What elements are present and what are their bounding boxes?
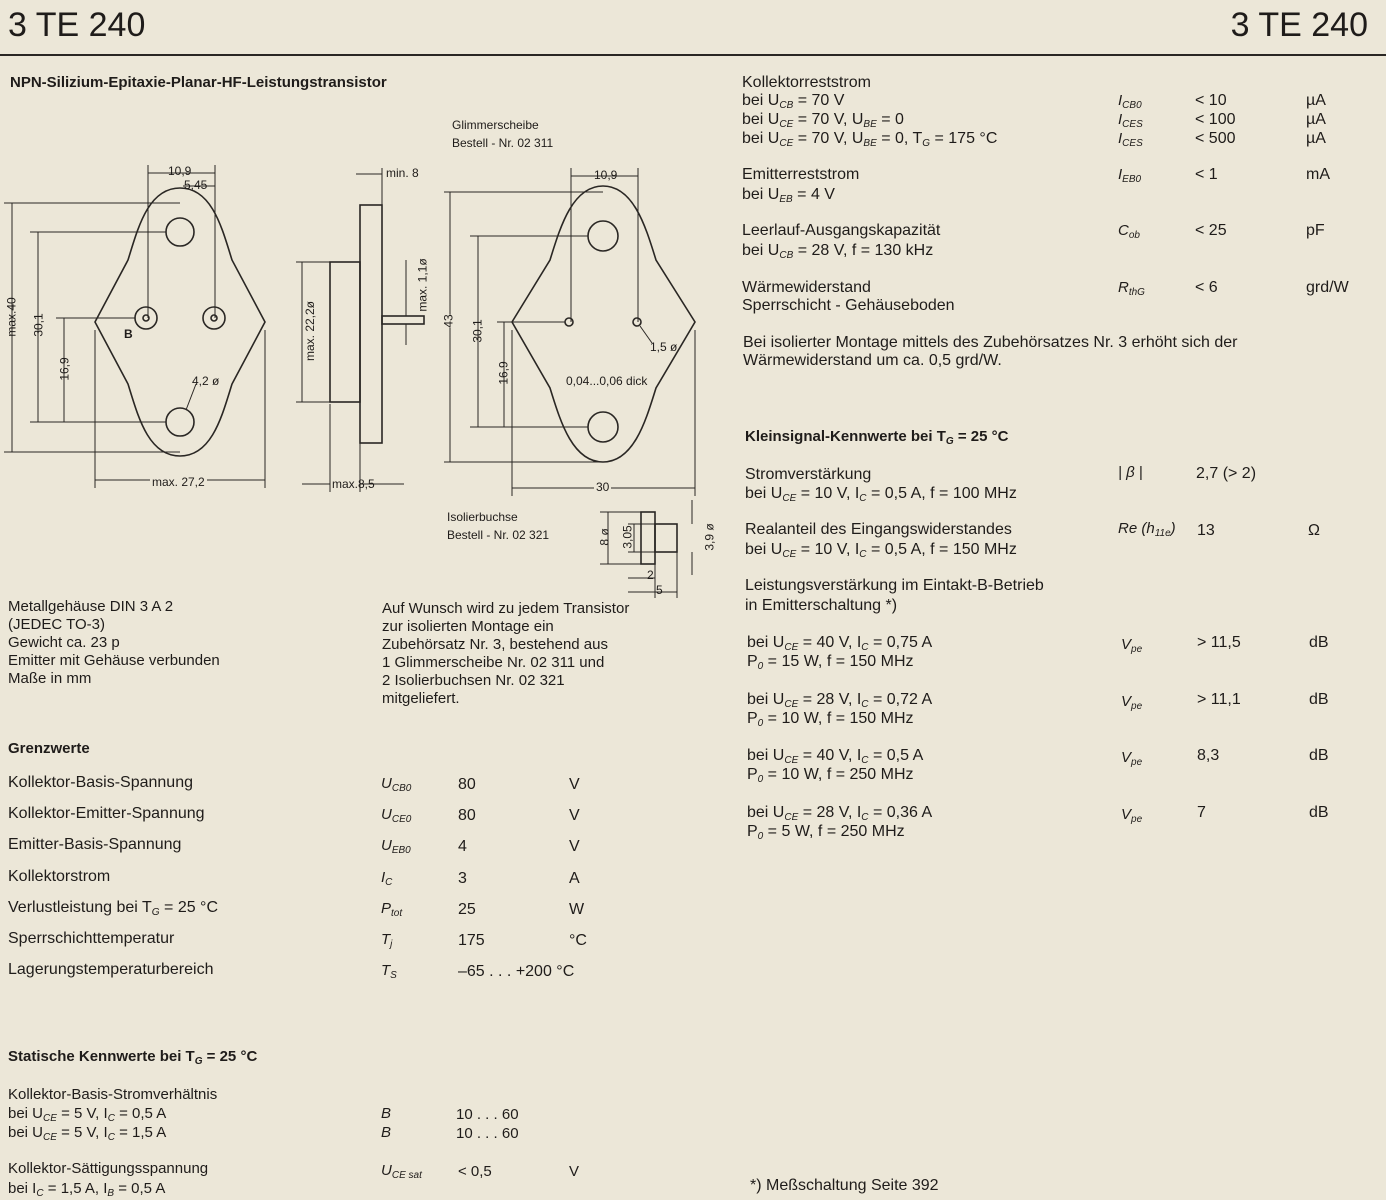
emitter-cutoff-condition: bei $U_{EB} = 4$ V [742,186,835,205]
limit-symbol-sub: C [385,876,393,888]
mica-thickness-label: 0,04...0,06 dick [566,374,648,388]
limit-unit: V [569,838,580,856]
emitter-cutoff-value: < 1 [1195,166,1218,183]
limit-name: Sperrschichttemperatur [8,930,175,947]
limit-unit: W [569,900,585,918]
current-gain-title: Stromverstärkung [745,466,872,483]
power-gain-title2: in Emitterschaltung *) [745,597,898,614]
limit-name: Kollektorstrom [8,867,111,885]
cutoff-symbol [1118,111,1143,128]
mica-washer-label: Glimmerscheibe [452,118,539,132]
static-heading [8,1048,257,1065]
vcesat-unit: V [569,1163,580,1180]
subscript: C [859,493,867,504]
subscript: CE [779,119,794,130]
static-heading-sub: G [194,1056,203,1067]
thermal-note: Bei isolierter Montage mittels des Zubehörsatzes Nr. 3 erhöht sich der Wärmewiderstand um ca. 0,5 grd/W. [743,334,1238,369]
gain-symbol [1121,636,1142,653]
limit-value: 3 [458,869,467,887]
output-capacitance-symbol [1118,222,1140,239]
limit-unit: V [569,807,580,825]
hfe-value: 10 . . . 60 [456,1125,519,1142]
output-capacitance-unit: pF [1306,222,1325,239]
limit-symbol-sub: S [390,970,397,982]
hole-diameter-label: 4,2 ø [192,374,220,388]
dim-max-8-5: max.8,5 [332,477,375,491]
cutoff-symbol-sub: CB0 [1122,100,1142,111]
gain-unit: dB [1309,747,1329,764]
gain-condition-1: bei $U_{CE} = 40$ V, $I_C = 0,5$ A [747,747,924,766]
limit-symbol-letter: I [381,868,386,886]
vcesat-cond-s1: C [36,1188,44,1199]
limit-unit: V [569,776,580,793]
hfe-cond-sub: CE [43,1132,57,1143]
dim-30-1-a: 30,1 [31,313,46,337]
gain-symbol-sub: pe [1131,813,1143,825]
limit-symbol-sub: tot [391,907,403,919]
cutoff-value: < 500 [1195,130,1236,147]
output-capacitance-condition: bei $U_{CB} = 28$ V, f = 130 kHz [742,242,934,261]
mica-washer-order-no: Bestell - Nr. 02 311 [452,136,554,150]
rth-sym: R [1118,279,1129,296]
cutoff-symbol-sub: CES [1122,138,1143,149]
limit-symbol [381,837,411,857]
to3-side-flange [360,205,382,443]
current-gain-condition: bei $U_{CE} = 10$ V, $I_C = 0,5$ A, f = 100 MHz [745,485,1017,504]
limit-value: 25 [458,900,476,918]
dim-max-40: max.40 [4,297,19,337]
gain-symbol-sub: pe [1131,700,1143,712]
vcesat-cond-pre: bei I [8,1180,37,1197]
cob-sub: ob [1128,230,1140,241]
limit-name: Kollektor-Basis-Spannung [8,774,193,791]
subscript: 0 [757,661,764,672]
limit-symbol-sub: CB0 [391,783,412,794]
subscript: CB [779,100,794,111]
dim-10-9-b: 10,9 [594,168,618,182]
small-signal-heading-text: Kleinsignal-Kennwerte bei T [745,428,946,445]
subscript: CE [784,642,799,653]
subscript: C [861,811,869,823]
limit-symbol [381,869,392,886]
cutoff-symbol [1118,92,1142,109]
cutoff-value: < 10 [1195,92,1227,109]
current-gain-value: 2,7 (> 2) [1196,465,1257,482]
re-tail: ) [1170,520,1176,537]
limit-value: 4 [458,838,467,856]
gain-unit: dB [1309,634,1329,651]
limit-symbol [381,962,397,982]
emitter-cutoff-title: Emitterreststrom [742,166,860,183]
limit-unit: A [569,869,580,887]
limit-name-sub: G [151,906,160,918]
mica-washer-view [512,186,695,462]
emitter-cutoff-unit: mA [1306,166,1330,183]
dim-5: 5 [656,583,663,597]
emitter-cutoff-sym: I [1118,166,1123,183]
subscript: G [922,138,931,149]
thermal-resistance-title2: Sperrschicht - Gehäuseboden [742,297,955,314]
vcesat-cond-mid: = 1,5 A, I [43,1180,108,1197]
vcesat-cond-post: = 0,5 A [114,1180,166,1197]
subscript: CE [784,811,799,823]
gain-condition-2: $P_0 = 10$ W, f = 250 MHz [747,766,914,785]
static-heading-tail: = 25 °C [202,1048,258,1065]
page-title-left: 3 TE 240 [8,6,146,44]
limit-symbol-letter: U [381,806,392,824]
input-resistance-value: 13 [1197,522,1215,539]
gain-condition-2: $P_0 = 15$ W, f = 150 MHz [747,653,914,672]
gain-symbol-letter: V [1121,749,1132,766]
limit-name: Kollektor-Emitter-Spannung [8,805,205,823]
gain-symbol-letter: V [1121,636,1132,653]
hfe-value: 10 . . . 60 [456,1106,519,1123]
gain-symbol [1121,693,1142,710]
vcesat-sub: CE sat [391,1170,422,1181]
cutoff-symbol-letter: I [1118,130,1123,147]
limit-unit: °C [569,932,587,949]
cutoff-symbol-sub: CES [1122,119,1143,130]
subscript: CE [784,755,799,766]
gain-symbol-letter: V [1121,805,1132,823]
thermal-resistance-title: Wärmewiderstand [742,279,871,296]
limit-symbol-sub: EB0 [391,845,411,857]
subscript: 0 [757,830,764,842]
small-signal-heading-tail: = 25 °C [953,428,1009,445]
limit-symbol-letter: U [381,775,392,792]
hfe-cond-sub: C [107,1113,115,1124]
static-heading-text: Statische Kennwerte bei T [8,1048,195,1065]
dim-max-27-2: max. 27,2 [152,475,205,489]
dim-30-1-b: 30,1 [470,319,485,343]
vcesat-symbol [381,1162,422,1179]
cutoff-value: < 100 [1195,111,1236,128]
small-signal-heading [745,428,1008,445]
subscript: C [861,755,869,766]
dim-max-1-1: max. 1,1ø [415,258,430,312]
limit-name: Emitter-Basis-Spannung [8,836,182,854]
cutoff-condition: bei $U_{CE} = 70$ V, $U_{BE} = 0$ [742,111,904,130]
cob-sym: C [1118,222,1129,239]
hfe-symbol: B [381,1124,392,1141]
subscript: CB [779,250,794,261]
dim-43: 43 [441,314,456,328]
thermal-resistance-symbol [1118,279,1145,296]
limit-symbol [381,900,402,917]
hfe-symbol: B [381,1105,392,1122]
subscript: CE [779,138,794,149]
limit-symbol-letter: P [381,899,392,917]
emitter-cutoff-symbol [1118,166,1141,183]
thermal-resistance-value: < 6 [1195,279,1218,296]
hfe-cond-sub: CE [43,1113,57,1124]
output-capacitance-title: Leerlauf-Ausgangskapazität [742,222,941,239]
gain-condition-1: bei $U_{CE} = 40$ V, $I_C = 0,75$ A [747,634,933,653]
power-gain-title: Leistungsverstärkung im Eintakt-B-Betrieb [745,577,1044,594]
cutoff-condition: bei $U_{CB} = 70$ V [742,92,845,111]
footnote: *) Meßschaltung Seite 392 [750,1177,939,1194]
limits-heading: Grenzwerte [8,740,90,757]
cutoff-unit: µA [1306,111,1326,128]
limit-name: Verlustleistung bei $T_G = 25$ °C [8,898,219,918]
gain-symbol-sub: pe [1131,757,1143,768]
cutoff-unit: µA [1306,92,1326,109]
gain-symbol-sub: pe [1131,644,1143,655]
dim-30: 30 [596,480,610,494]
re-sym: Re (h [1118,520,1155,537]
accessory-info: Auf Wunsch wird zu jedem Transistor zur isolierten Montage ein Zubehörsatz Nr. 3, bestehend aus 1 Glimmerscheibe Nr. 02 311 und 2 Isolierbuchsen Nr. 02 321 mitgeliefert. [382,600,630,707]
hfe-label: Kollektor-Basis-Stromverhältnis [8,1086,218,1103]
device-subtitle: NPN-Silizium-Epitaxie-Planar-HF-Leistungstransistor [10,74,387,91]
limit-symbol [381,931,392,948]
subscript: CE [784,698,799,710]
cutoff-symbol-letter: I [1118,111,1123,128]
vcesat-condition [8,1180,165,1198]
cutoff-symbol [1118,130,1143,147]
limit-symbol [381,806,412,826]
bushing-order-no: Bestell - Nr. 02 321 [447,528,550,542]
subscript: C [861,698,869,710]
vcesat-value: < 0,5 [458,1163,492,1180]
pin-hole-diameter-label: 1,5 ø [650,340,678,354]
limit-name: Lagerungstemperaturbereich [8,961,214,979]
hfe-condition: bei $U_{CE} = 5$ V, $I_C = 1,5$ A [8,1124,167,1143]
subscript: 0 [757,774,764,785]
gain-unit: dB [1309,690,1329,708]
limit-symbol-letter: T [381,962,391,980]
hfe-condition: bei $U_{CE} = 5$ V, $I_C = 0,5$ A [8,1105,167,1124]
dim-3-9-dia: 3,9 ø [702,523,717,551]
dim-3-05: 3,05 [620,525,635,549]
gain-value: > 11,5 [1197,634,1241,651]
subscript: 0 [757,717,764,729]
subscript: BE [863,138,877,149]
hfe-cond-sub: C [107,1132,115,1143]
gain-value: > 11,1 [1197,690,1241,708]
base-pin-label: B [124,327,133,341]
limit-value: 80 [458,776,476,793]
limit-symbol-sub: j [390,939,393,950]
limit-symbol-letter: U [381,837,392,855]
dim-min-8: min. 8 [386,166,419,180]
input-resistance-title: Realanteil des Eingangswiderstandes [745,521,1012,538]
subscript: C [861,642,869,653]
subscript: C [859,549,867,560]
cutoff-unit: µA [1306,130,1326,147]
limit-symbol-sub: CE0 [391,814,412,826]
to3-side-cap [330,262,360,402]
output-capacitance-value: < 25 [1195,222,1227,239]
subscript: EB [779,194,793,205]
bushing-view [641,512,655,564]
gain-symbol [1121,806,1142,823]
gain-condition-2: $P_0 = 10$ W, f = 150 MHz [747,709,914,729]
small-signal-heading-sub: G [945,436,954,447]
subscript: BE [863,119,877,130]
limit-symbol-letter: T [381,931,391,948]
input-resistance-unit: Ω [1308,522,1320,539]
cutoff-condition: bei $U_{CE} = 70$ V, $U_{BE} = 0$, $T_G = 175$ °C [742,130,998,149]
limit-value: –65 . . . +200 °C [458,963,575,981]
subscript: CE [782,493,797,504]
gain-condition-1: bei $U_{CE} = 28$ V, $I_C = 0,36$ A [747,803,933,823]
collector-cutoff-title: Kollektorreststrom [742,74,871,91]
gain-symbol [1121,749,1142,766]
current-gain-symbol: | β | [1118,464,1143,481]
bushing-label: Isolierbuchse [447,510,518,524]
dim-5-45: 5,45 [184,178,208,192]
to3-top-view [95,188,265,456]
gain-value: 8,3 [1197,747,1220,764]
dim-2: 2 [647,568,654,582]
input-resistance-condition: bei $U_{CE} = 10$ V, $I_C = 0,5$ A, f = 150 MHz [745,541,1017,560]
limit-value: 175 [458,932,485,949]
dim-8-dia: 8 ø [597,528,612,546]
vcesat-sym: U [381,1162,392,1179]
vcesat-cond-s2: B [107,1188,115,1199]
dim-16-9-b: 16,9 [496,361,511,385]
page-title-right: 3 TE 240 [1230,6,1368,44]
input-resistance-symbol [1118,520,1176,537]
cutoff-symbol-letter: I [1118,92,1123,109]
dim-16-9-a: 16,9 [57,357,72,381]
limit-symbol [381,775,411,792]
gain-condition-1: bei $U_{CE} = 28$ V, $I_C = 0,72$ A [747,690,933,710]
dim-10-9-a: 10,9 [168,164,192,178]
emitter-cutoff-sub: EB0 [1122,174,1142,185]
gain-unit: dB [1309,803,1329,821]
vcesat-label: Kollektor-Sättigungsspannung [8,1160,209,1177]
thermal-resistance-unit: grd/W [1306,279,1349,296]
gain-symbol-letter: V [1121,692,1132,710]
subscript: CE [782,549,797,560]
re-sub: 11e [1154,528,1171,539]
gain-condition-2: $P_0 = 5$ W, f = 250 MHz [747,822,905,842]
gain-value: 7 [1197,803,1206,821]
dim-max-22-2: max. 22,2ø [303,300,318,362]
package-info: Metallgehäuse DIN 3 A 2 (JEDEC TO-3) Gewicht ca. 23 p Emitter mit Gehäuse verbunden Maße in mm [8,598,220,687]
limit-value: 80 [458,807,476,825]
rth-sub: thG [1128,287,1145,298]
